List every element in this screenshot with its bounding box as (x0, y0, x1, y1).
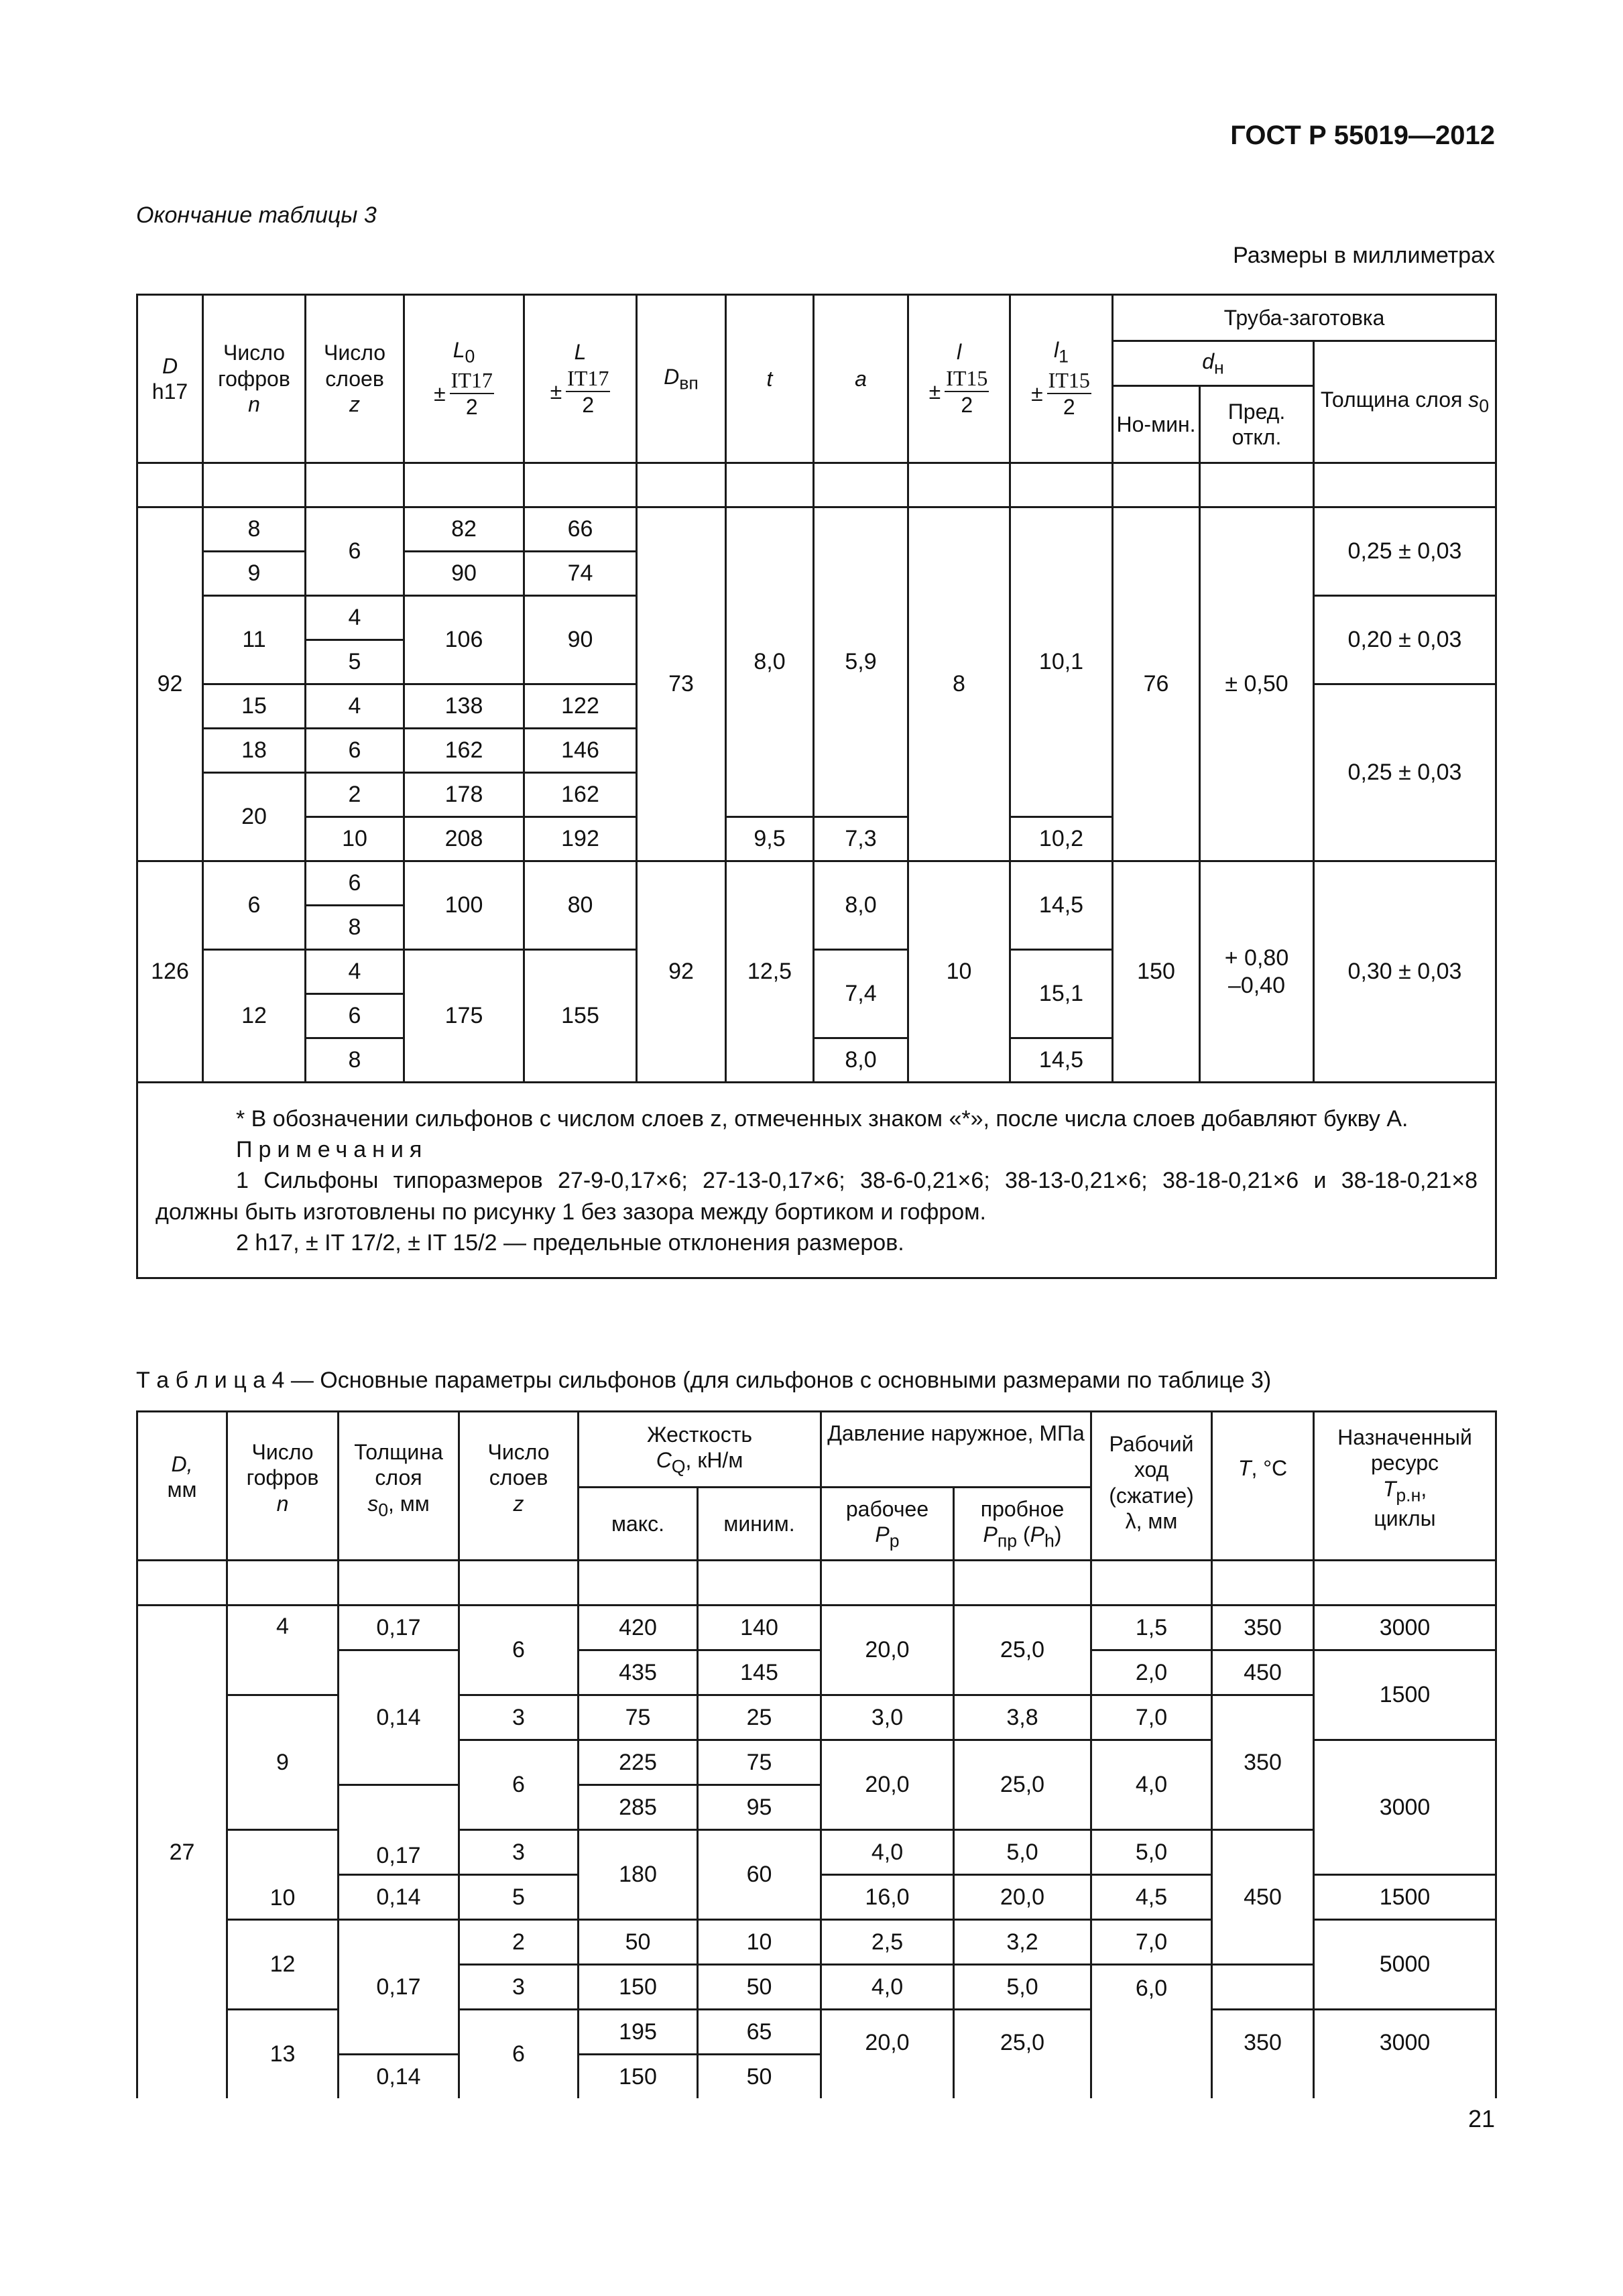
table3-notes-row (137, 1083, 1496, 1278)
table-row: 5 (137, 640, 1496, 684)
table-row: 12 4 175 155 7,4 15,1 (137, 950, 1496, 994)
header-a: a (814, 295, 908, 463)
table4-caption: Т а б л и ц а 4 — Основные параметры сильфонов (для сильфонов с основными размерами по таблице 3) (136, 1368, 1272, 1393)
table4-header-row (137, 1412, 1496, 1488)
table-row: 92 8 6 82 66 73 8,0 5,9 8 10,1 76 ± 0,50 0,25 ± 0,03 (137, 507, 1496, 552)
table-row: 10 208 192 9,5 7,3 10,2 (137, 817, 1496, 861)
table-row: 6 (137, 994, 1496, 1038)
header-Dvp: $D_{вп}$ (637, 295, 726, 463)
table-row: 11 4 106 90 0,20 ± 0,03 (137, 596, 1496, 640)
table-row: 9 90 74 (137, 552, 1496, 596)
header-D: D, мм (137, 1412, 227, 1561)
table-row: 10 3 180 60 4,0 5,0 5,0 450 (137, 1830, 1496, 1875)
header-s0: Толщина слоя $s_0$ (1314, 341, 1496, 463)
header-l1: $l_1$ ± $\frac{IT15}{2}$ (1010, 295, 1113, 463)
table-row: 13 6 195 65 20,0 25,0 350 3000 (137, 2010, 1496, 2055)
header-L: L ± $\frac{IT17}{2}$ (524, 295, 637, 463)
note-2: 2 h17, ± IT 17/2, ± IT 15/2 — предельные отклонения размеров. (236, 1229, 904, 1256)
header-test: пробное $P_{пр}$ $(P_h)$ (954, 1488, 1091, 1561)
table-row: 3 150 50 4,0 5,0 6,0 (137, 1965, 1496, 2010)
header-stroke: Рабочий ход (сжатие) λ, мм (1091, 1412, 1212, 1561)
note-1: 1 Сильфоны типоразмеров 27-9-0,17×6; 27-13-0,17×6; 38-6-0,21×6; 38-13-0,21×6; 38-18-0,21×6 и 38-18-0,21×8 должны быть изготовлены по рисунку 1 без зазора между бортиком и гофром. (156, 1168, 1478, 1225)
table-row: 6 225 75 20,0 25,0 4,0 3000 (137, 1740, 1496, 1785)
table-continuation-caption: Окончание таблицы 3 (136, 202, 377, 228)
header-pressure: Давление наружное, МПа (821, 1412, 1091, 1488)
page-number: 21 (1467, 2105, 1495, 2132)
table3-notes (137, 1083, 1496, 1278)
table-row: 8 (137, 906, 1496, 950)
header-z: Число слоев z (459, 1412, 579, 1561)
table-row: 12 0,17 2 50 10 2,5 3,2 7,0 5000 (137, 1920, 1496, 1965)
units-caption: Размеры в миллиметрах (1233, 243, 1495, 268)
table-row: 0,14 150 50 (137, 2055, 1496, 2099)
table-row: 20 2 178 162 (137, 773, 1496, 817)
table3: D h17 Число гофров n Число слоев z $L_0$ ± $\frac{IT17}{2}$ L ± $\frac{IT17}{2}$ $D_{вп}$ t a l ± $\frac{IT15}{2}$ $l_1$ ± $\frac{IT15}{2}$ Труба-заготовка $d_н$ Толщина слоя $s_0$ Но-мин. Пред. откл. 92 8 6 82 66 73 8,0 5,9 8 10,1 76 ± 0,50 0,25 ± 0,03 9 90 74 11 4 106 90 0,20 ± 0,03 5 15 4 138 122 0,25 ± 0,03 6 18 162 146 20 2 178 162 10 208 192 9,5 7,3 10,2 126 6 6 100 80 92 12,5 8,0 10 14,5 150 + 0,80 –0,40 0,30 ± 0,03 8 12 4 175 155 7,4 15,1 6 8 8,0 14,5 * В обозначении сильфонов с числом слоев z, отмеченных знаком «*», после числа слоев добавляют букву А. Примечания 1 Сильфоны типоразмеров 27-9-0,17×6; 27-13-0,17×6; 38-6-0,21×6; 38-13-0,21×6; 38-18-0,21×6 и 38-18-0,21×8 должны быть изготовлены по рисунку 1 без зазора между бортиком и гофром. 2 h17, ± IT 17/2, ± IT 15/2 — предельные отклонения размеров. (136, 294, 1497, 1279)
table4 (136, 1410, 1497, 2098)
header-T: T, °С (1212, 1412, 1314, 1561)
table-row: 0,14 5 16,0 20,0 4,5 1500 (137, 1875, 1496, 1920)
header-D: D h17 (137, 295, 203, 463)
notes-title: Примечания (236, 1137, 428, 1163)
header-pred: Пред. откл. (1200, 386, 1314, 463)
cell-D: 92 (137, 507, 203, 861)
table-row: 0,14 435 145 2,0 450 1500 (137, 1650, 1496, 1695)
cell-D: 126 (137, 861, 203, 1083)
doc-code: ГОСТ Р 55019—2012 (1230, 121, 1495, 150)
header-n: Число гофров n (203, 295, 306, 463)
table-row: 27 4 0,17 6 420 140 20,0 25,0 1,5 350 3000 (137, 1606, 1496, 1650)
table-row: 8 8,0 14,5 (137, 1038, 1496, 1083)
header-min: миним. (698, 1488, 821, 1561)
table3-header-row (137, 295, 1496, 341)
header-max: макс. (579, 1488, 698, 1561)
header-L0: $L_0$ ± $\frac{IT17}{2}$ (404, 295, 524, 463)
header-stiffness: Жесткость $C_Q$, кН/м (579, 1412, 821, 1488)
header-n: Число гофров n (227, 1412, 339, 1561)
table-row: 18 162 146 (137, 729, 1496, 773)
header-dn: $d_н$ (1113, 341, 1314, 386)
table-row: 9 3 75 25 3,0 3,8 7,0 350 (137, 1695, 1496, 1740)
cell-D: 27 (137, 1606, 227, 2099)
header-s0: Толщина слоя $s_0$, мм (339, 1412, 459, 1561)
header-z: Число слоев z (306, 295, 404, 463)
footnote: * В обозначении сильфонов с числом слоев z, отмеченных знаком «*», после числа слоев добавляют букву А. (236, 1106, 1408, 1132)
header-nom: Но-мин. (1113, 386, 1200, 463)
header-t: t (726, 295, 814, 463)
table-row: 0,17 285 95 (137, 1785, 1496, 1830)
header-resource: Назначенный ресурс $T_{р.н}$, циклы (1314, 1412, 1496, 1561)
table-row: 15 4 138 122 0,25 ± 0,03 (137, 684, 1496, 729)
header-tube: Труба-заготовка (1113, 295, 1496, 341)
header-work: рабочее $P_р$ (821, 1488, 954, 1561)
header-l: l ± $\frac{IT15}{2}$ (908, 295, 1010, 463)
table-row: 126 6 6 100 80 92 12,5 8,0 10 14,5 150 + 0,80 –0,40 0,30 ± 0,03 (137, 861, 1496, 906)
